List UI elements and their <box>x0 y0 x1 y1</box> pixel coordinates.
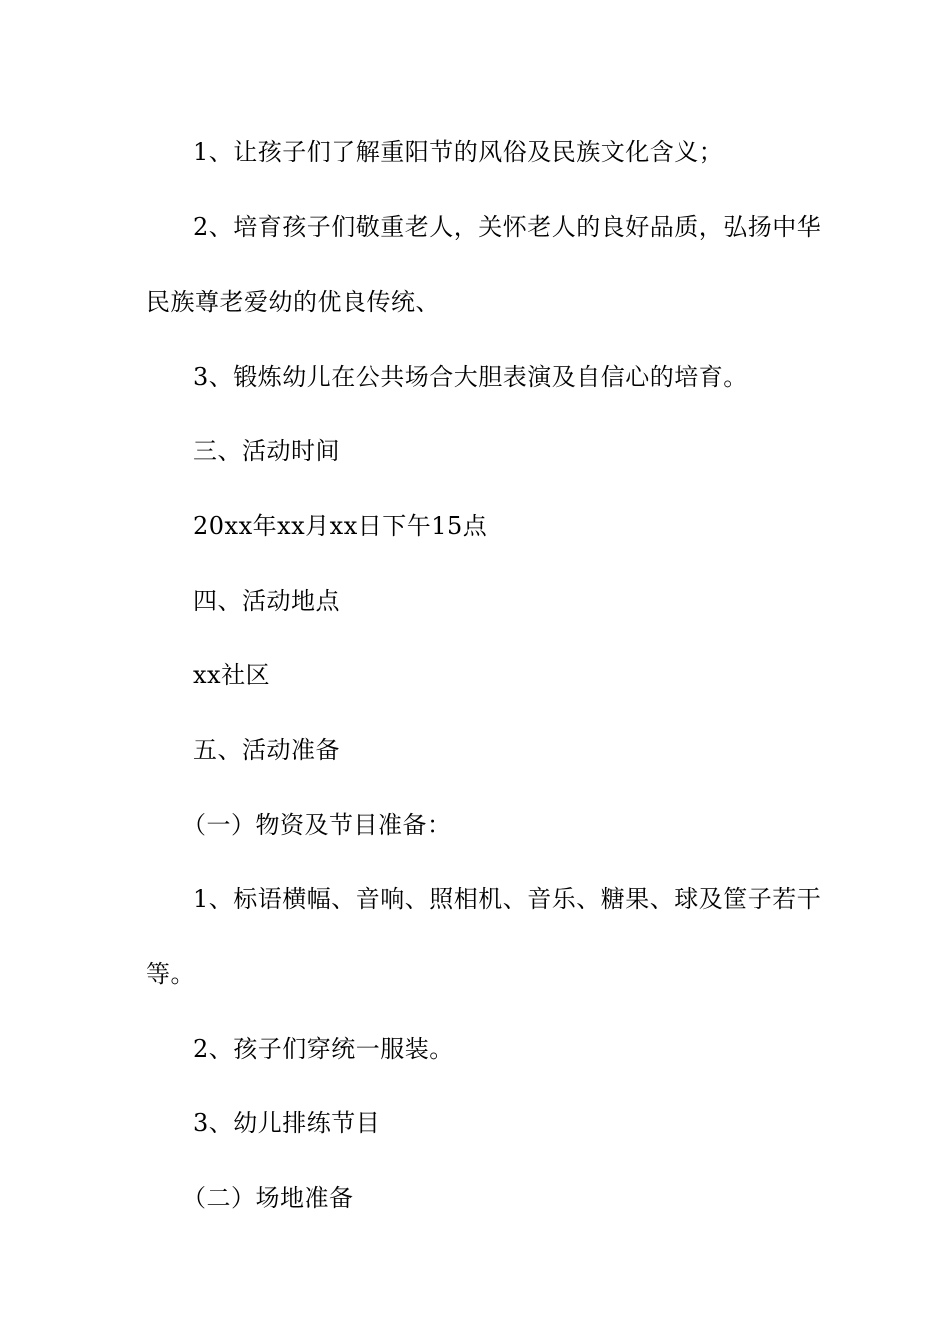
activity-time: 20xx年xx月xx日下午15点 <box>193 512 488 540</box>
goal-item-1: 1、让孩子们了解重阳节的风俗及民族文化含义； <box>193 138 724 166</box>
materials-item-3: 3、幼儿排练节目 <box>193 1109 381 1137</box>
materials-item-1-continued: 等。 <box>146 960 195 988</box>
section-heading-time: 三、活动时间 <box>193 437 340 465</box>
goal-item-2-continued: 民族尊老爱幼的优良传统、 <box>146 288 440 316</box>
materials-item-1: 1、标语横幅、音响、照相机、音乐、糖果、球及筐子若干 <box>193 885 822 913</box>
activity-location: xx社区 <box>193 661 271 689</box>
subsection-heading-materials: （一）物资及节目准备： <box>182 811 452 839</box>
goal-item-3: 3、锻炼幼儿在公共场合大胆表演及自信心的培育。 <box>193 363 748 391</box>
materials-item-2: 2、孩子们穿统一服装。 <box>193 1035 454 1063</box>
goal-item-2: 2、培育孩子们敬重老人，关怀老人的良好品质，弘扬中华 <box>193 213 822 241</box>
section-heading-preparation: 五、活动准备 <box>193 736 340 764</box>
section-heading-location: 四、活动地点 <box>193 587 340 615</box>
subsection-heading-venue: （二）场地准备 <box>182 1184 354 1212</box>
